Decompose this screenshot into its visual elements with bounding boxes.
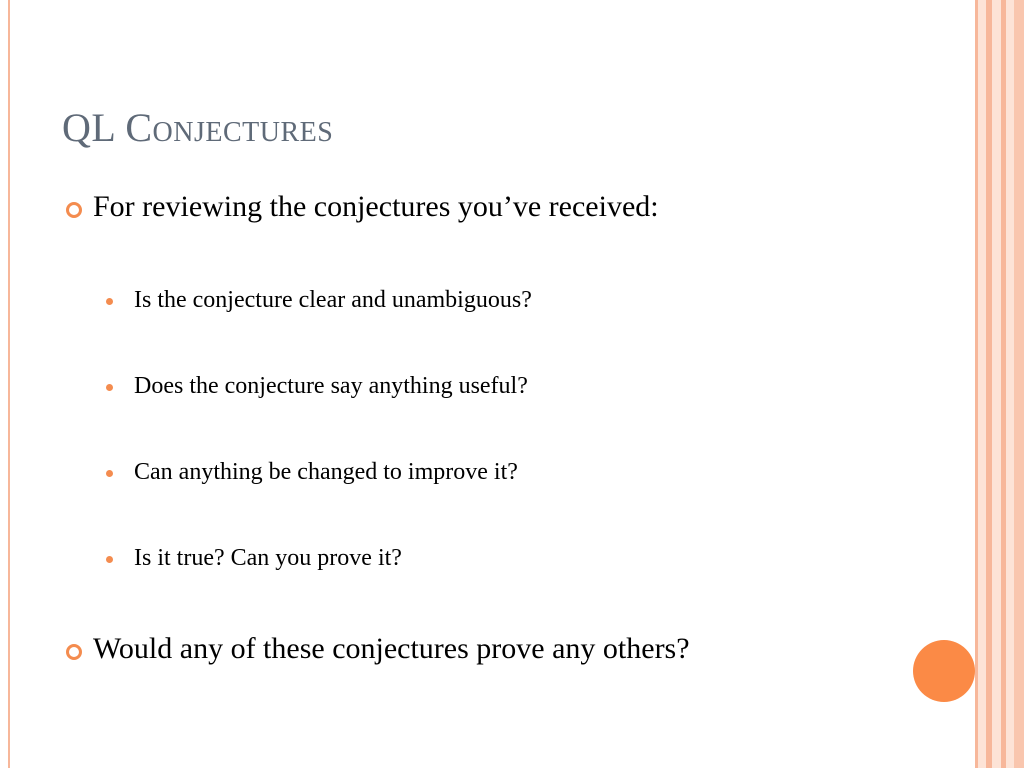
- dot-bullet-icon: [106, 298, 113, 305]
- dot-bullet-icon: [106, 384, 113, 391]
- bullet-text: Would any of these conjectures prove any others?: [93, 632, 690, 665]
- right-stripe: [1014, 0, 1024, 768]
- ring-bullet-icon: [66, 202, 82, 218]
- right-stripe: [1001, 0, 1006, 768]
- dot-bullet-icon: [106, 470, 113, 477]
- slide-title: QL Conjectures: [62, 105, 334, 150]
- dot-bullet-icon: [106, 556, 113, 563]
- left-border-line: [8, 0, 10, 768]
- sub-bullet-text: Can anything be changed to improve it?: [134, 459, 518, 485]
- sub-bullet-text: Is the conjecture clear and unambiguous?: [134, 287, 532, 313]
- accent-circle: [913, 640, 975, 702]
- sub-bullet-text: Is it true? Can you prove it?: [134, 545, 402, 571]
- right-stripe: [975, 0, 978, 768]
- sub-bullet-text: Does the conjecture say anything useful?: [134, 373, 528, 399]
- ring-bullet-icon: [66, 644, 82, 660]
- right-stripe: [986, 0, 992, 768]
- bullet-text: For reviewing the conjectures you’ve received:: [93, 190, 659, 223]
